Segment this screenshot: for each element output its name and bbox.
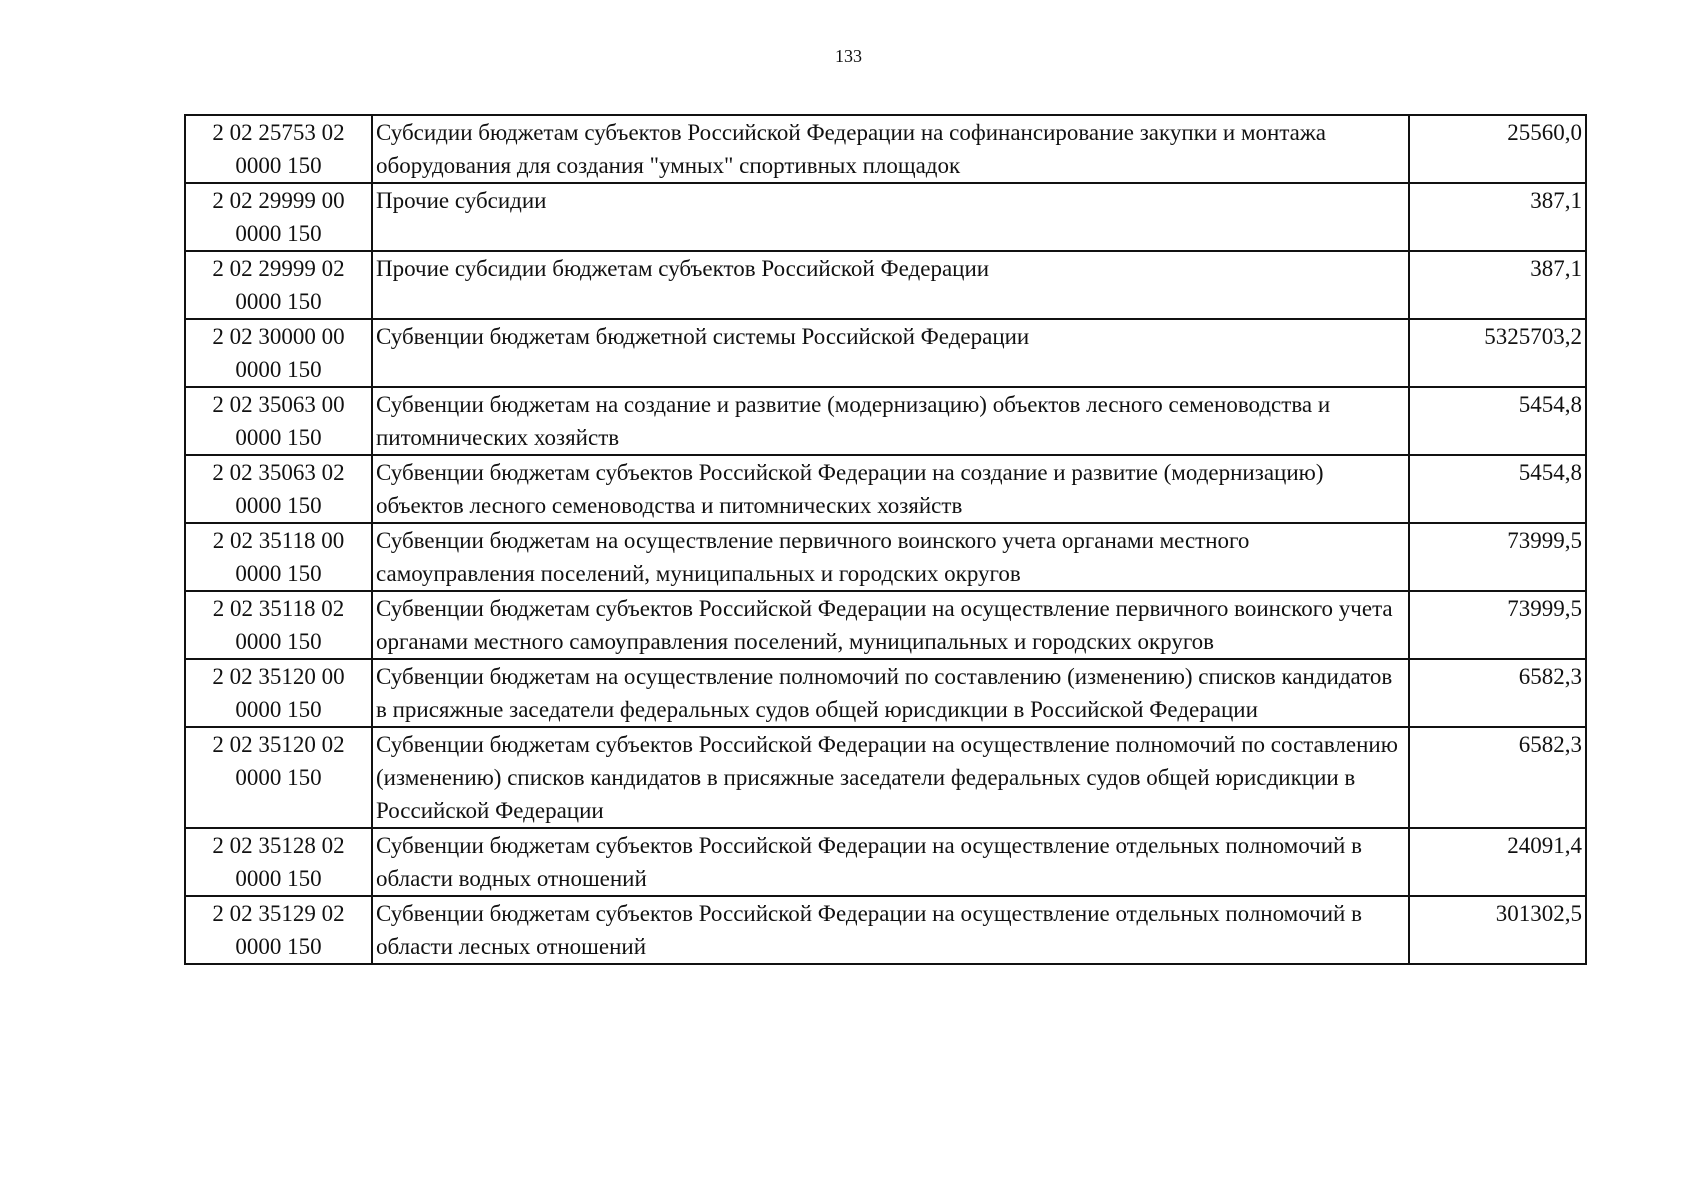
budget-item-name: Субвенции бюджетам субъектов Российской Федерации на осуществление отдельных полномочий в области лесных отношений bbox=[372, 896, 1409, 964]
budget-code: 2 02 35063 02 0000 150 bbox=[185, 455, 372, 523]
table-row bbox=[185, 319, 1586, 387]
table-row bbox=[185, 828, 1586, 896]
budget-item-name: Субвенции бюджетам бюджетной системы Российской Федерации bbox=[372, 319, 1409, 387]
budget-code: 2 02 35120 02 0000 150 bbox=[185, 727, 372, 828]
table-row bbox=[185, 523, 1586, 591]
table-row bbox=[185, 727, 1586, 828]
budget-amount: 6582,3 bbox=[1409, 659, 1586, 727]
budget-amount: 24091,4 bbox=[1409, 828, 1586, 896]
page-number: 133 bbox=[835, 46, 862, 66]
table-row bbox=[185, 183, 1586, 251]
budget-item-name: Субвенции бюджетам на осуществление полномочий по составлению (изменению) списков кандидатов в присяжные заседатели федеральных судов общей юрисдикции в Российской Федерации bbox=[372, 659, 1409, 727]
table-row bbox=[185, 115, 1586, 183]
budget-code: 2 02 35129 02 0000 150 bbox=[185, 896, 372, 964]
budget-amount: 301302,5 bbox=[1409, 896, 1586, 964]
budget-code: 2 02 35120 00 0000 150 bbox=[185, 659, 372, 727]
budget-item-name: Субвенции бюджетам на создание и развитие (модернизацию) объектов лесного семеноводства и питомнических хозяйств bbox=[372, 387, 1409, 455]
budget-code: 2 02 29999 02 0000 150 bbox=[185, 251, 372, 319]
budget-code: 2 02 29999 00 0000 150 bbox=[185, 183, 372, 251]
budget-amount: 73999,5 bbox=[1409, 523, 1586, 591]
budget-item-name: Прочие субсидии bbox=[372, 183, 1409, 251]
table-row bbox=[185, 251, 1586, 319]
budget-item-name: Субвенции бюджетам субъектов Российской Федерации на осуществление полномочий по составлению (изменению) списков кандидатов в присяжные заседатели федеральных судов общей юрисдикции в Российской Федерации bbox=[372, 727, 1409, 828]
table-row bbox=[185, 591, 1586, 659]
budget-code: 2 02 35063 00 0000 150 bbox=[185, 387, 372, 455]
budget-amount: 387,1 bbox=[1409, 251, 1586, 319]
budget-amount: 5454,8 bbox=[1409, 455, 1586, 523]
budget-amount: 387,1 bbox=[1409, 183, 1586, 251]
budget-item-name: Субсидии бюджетам субъектов Российской Федерации на софинансирование закупки и монтажа оборудования для создания "умных" спортивных площадок bbox=[372, 115, 1409, 183]
budget-amount: 6582,3 bbox=[1409, 727, 1586, 828]
table-row bbox=[185, 455, 1586, 523]
budget-item-name: Субвенции бюджетам субъектов Российской Федерации на осуществление отдельных полномочий в области водных отношений bbox=[372, 828, 1409, 896]
budget-amount: 5325703,2 bbox=[1409, 319, 1586, 387]
table-row bbox=[185, 896, 1586, 964]
budget-code: 2 02 35118 02 0000 150 bbox=[185, 591, 372, 659]
budget-item-name: Субвенции бюджетам субъектов Российской Федерации на осуществление первичного воинского учета органами местного самоуправления поселений, муниципальных и городских округов bbox=[372, 591, 1409, 659]
budget-item-name: Прочие субсидии бюджетам субъектов Российской Федерации bbox=[372, 251, 1409, 319]
budget-code: 2 02 35118 00 0000 150 bbox=[185, 523, 372, 591]
budget-code: 2 02 25753 02 0000 150 bbox=[185, 115, 372, 183]
budget-amount: 5454,8 bbox=[1409, 387, 1586, 455]
budget-code: 2 02 35128 02 0000 150 bbox=[185, 828, 372, 896]
table-row bbox=[185, 387, 1586, 455]
budget-item-name: Субвенции бюджетам субъектов Российской Федерации на создание и развитие (модернизацию) объектов лесного семеноводства и питомнических хозяйств bbox=[372, 455, 1409, 523]
budget-amount: 73999,5 bbox=[1409, 591, 1586, 659]
table-row bbox=[185, 659, 1586, 727]
budget-item-name: Субвенции бюджетам на осуществление первичного воинского учета органами местного самоуправления поселений, муниципальных и городских округов bbox=[372, 523, 1409, 591]
budget-code: 2 02 30000 00 0000 150 bbox=[185, 319, 372, 387]
budget-amount: 25560,0 bbox=[1409, 115, 1586, 183]
budget-table bbox=[184, 114, 1587, 965]
